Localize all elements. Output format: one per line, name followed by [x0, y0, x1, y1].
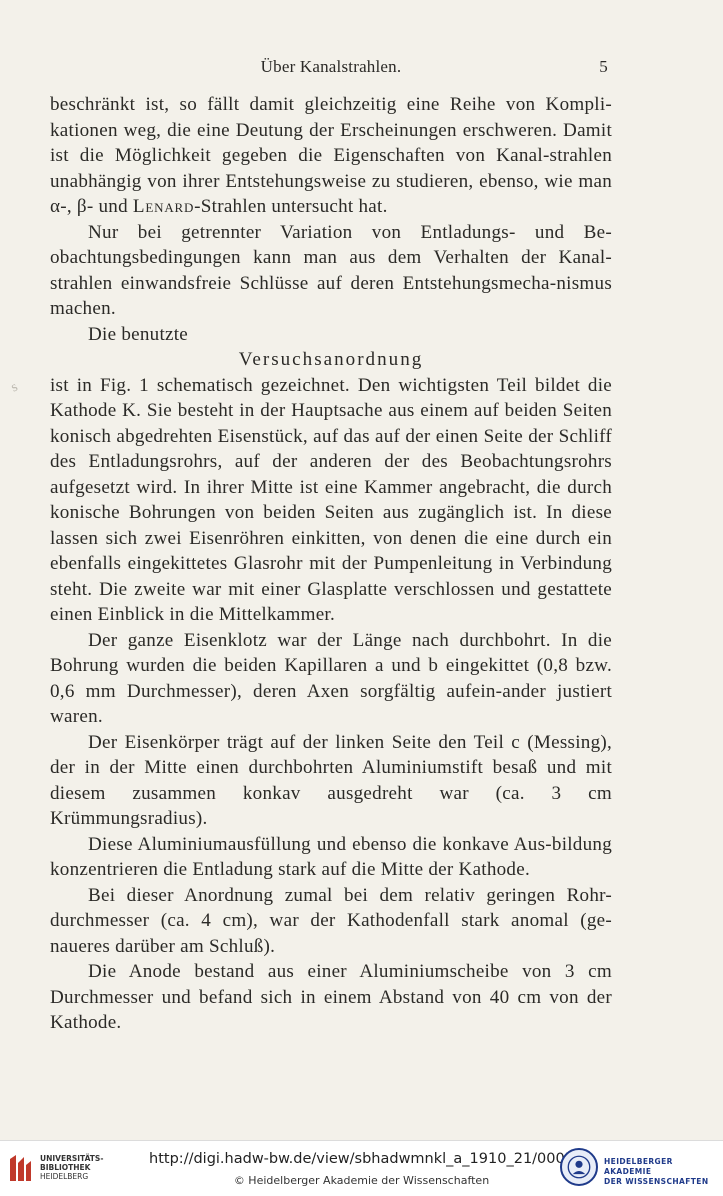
paragraph-1-text-a: beschränkt ist, so fällt damit gleichzeitig eine Reihe von Kompli-kationen weg, die eine Deutung der Erscheinungen erschweren. Damit ist die Möglichkeit gegeben die Eigenschaften von Kanal-strahlen unabhängig von ihrer Entstehungsweise zu studieren, ebenso, wie man α-, β- und: [50, 94, 612, 217]
section-heading: Versuchsanordnung: [238, 349, 424, 370]
permalink-url[interactable]: http://digi.hadw-bw.de/view/sbhadwmnkl_a_1910_21/0005: [149, 1151, 574, 1167]
paragraph-6: Der Eisenkörper trägt auf der linken Seite den Teil c (Messing), der in der Mitte einen durchbohrten Aluminiumstift besaß und mit diesem zusammen konkav ausgedreht war (ca. 3 cm Krümmungsradius).: [50, 731, 612, 829]
viewer-footer: [0, 1140, 723, 1196]
academy-line-2: DER WISSENSCHAFTEN: [604, 1177, 709, 1186]
ub-line-1: UNIVERSITÄTS-: [40, 1154, 104, 1163]
paragraph-5: Der ganze Eisenklotz war der Länge nach durchbohrt. In die Bohrung wurden die beiden Kapillaren a und b eingekittet (0,8 bzw. 0,6 mm Durchmesser), deren Axen sorgfältig aufein-ander justiert waren.: [50, 629, 612, 727]
paragraph-4: ist in Fig. 1 schematisch gezeichnet. Den wichtigsten Teil bildet die Kathode K. Sie besteht in der Hauptsache aus einem auf beiden Seiten konisch abgedrehten Eisenstück, auf das auf der einen Seite der Schliff des Entladungsrohrs, auf der anderen der des Beobachtungsrohrs aufgesetzt wird. In ihrer Mitte ist eine Kammer angebracht, die durch konische Bohrungen von beiden Seiten aus zugänglich ist. In diese lassen sich zwei Eisenröhren einkitten, von denen die eine durch ein ebenfalls eingekittetes Glasrohr mit der Pumpenleitung in Verbindung steht. Die zweite war mit einer Glasplatte verschlossen und gestattete einen Einblick in die Mittelkammer.: [50, 374, 612, 625]
running-header: [50, 57, 612, 83]
paragraph-2: Nur bei getrennter Variation von Entladungs- und Be-obachtungsbedingungen kann man aus dem Verhalten der Kanal-strahlen einwandsfreie Schlüsse auf deren Entstehungsmecha-nismus machen.: [50, 221, 612, 319]
academy-name: [604, 1157, 723, 1187]
academy-seal-icon: [560, 1148, 598, 1186]
ub-line-2: BIBLIOTHEK: [40, 1163, 91, 1172]
lenard-name: Lenard: [132, 196, 195, 217]
paragraph-3: Die benutzte: [88, 323, 189, 345]
margin-mark: ѕ: [8, 379, 21, 396]
paragraph-1: [50, 92, 612, 220]
paragraph-9: Die Anode bestand aus einer Aluminiumscheibe von 3 cm Durchmesser und befand sich in einem Abstand von 40 cm von der Kathode.: [50, 961, 612, 1033]
paragraph-1-text-b: -Strahlen untersucht hat.: [194, 196, 388, 217]
copyright-notice: © Heidelberger Akademie der Wissenschaften: [233, 1174, 490, 1187]
paragraph-7: Diese Aluminiumausfüllung und ebenso die konkave Aus-bildung konzentrieren die Entladung stark auf die Mitte der Kathode.: [50, 833, 612, 880]
ub-line-3: HEIDELBERG: [40, 1172, 89, 1181]
body-text: [50, 92, 612, 1036]
page-number: 5: [599, 57, 608, 76]
academy-line-1: HEIDELBERGER AKADEMIE: [604, 1157, 673, 1176]
running-title: Über Kanalstrahlen.: [260, 57, 402, 76]
paragraph-8: Bei dieser Anordnung zumal bei dem relativ geringen Rohr-durchmesser (ca. 4 cm), war der Kathodenfall stark anomal (ge-naueres darüber am Schluß).: [50, 884, 612, 957]
